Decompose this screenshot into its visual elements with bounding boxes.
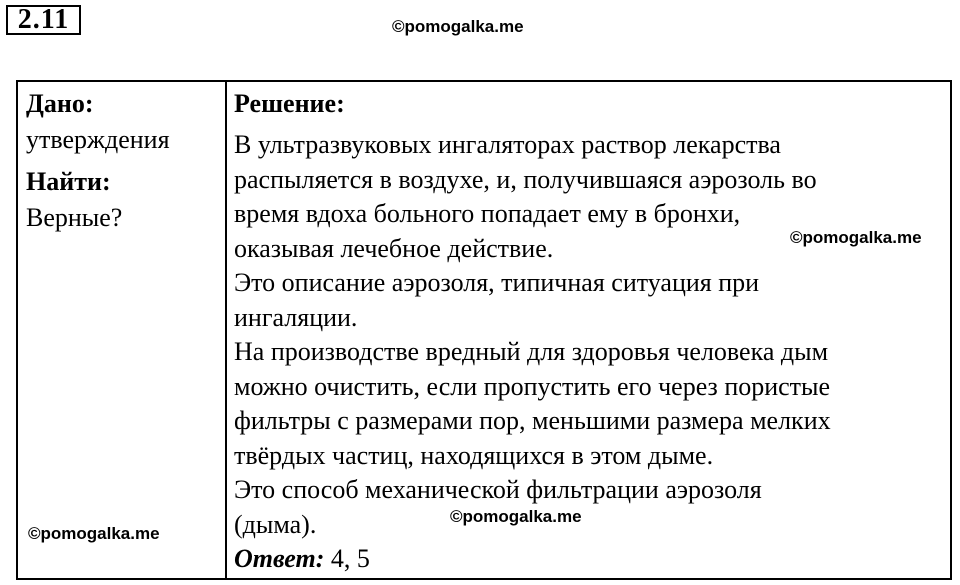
solution-line: В ультразвуковых ингаляторах раствор лекарства — [234, 130, 781, 159]
given-label: Дано: — [26, 89, 94, 118]
answer-value: 4, 5 — [324, 544, 370, 573]
solution-line: Это описание аэрозоля, типичная ситуация при — [234, 268, 760, 297]
solution-line: твёрдых частиц, находящихся в этом дыме. — [234, 440, 714, 470]
solution-column — [234, 86, 948, 577]
find-label: Найти: — [26, 167, 111, 196]
given-text: утверждения — [26, 125, 170, 154]
given-column — [26, 86, 221, 242]
solution-line: время вдоха больного попадает ему в бронхи, — [234, 199, 741, 228]
column-divider — [225, 82, 227, 578]
answer-label: Ответ: — [234, 544, 325, 573]
solution-line: распыляется в воздухе, и, получившаяся аэрозоль во — [234, 164, 817, 194]
solution-line: можно очистить, если пропустить его через пористые — [234, 371, 831, 401]
solution-table — [16, 80, 952, 580]
watermark-bottom: ©pomogalka.me — [450, 507, 582, 526]
solution-line: На производстве вредный для здоровья человека дым — [234, 337, 829, 366]
watermark-left: ©pomogalka.me — [28, 524, 160, 543]
answer-line — [234, 542, 948, 577]
watermark-middle: ©pomogalka.me — [790, 228, 922, 247]
solution-line: оказывая лечебное действие. — [234, 233, 554, 263]
problem-number: 2.11 — [6, 5, 81, 35]
solution-line: Это способ механической фильтрации аэрозоля — [234, 475, 762, 504]
solution-heading: Решение: — [234, 89, 345, 118]
find-text: Верные? — [26, 203, 123, 232]
solution-line: фильтры с размерами пор, меньшими размера мелких — [234, 406, 831, 435]
watermark-top: ©pomogalka.me — [392, 17, 524, 36]
solution-line: (дыма). — [234, 509, 317, 539]
solution-line: ингаляции. — [234, 302, 358, 332]
